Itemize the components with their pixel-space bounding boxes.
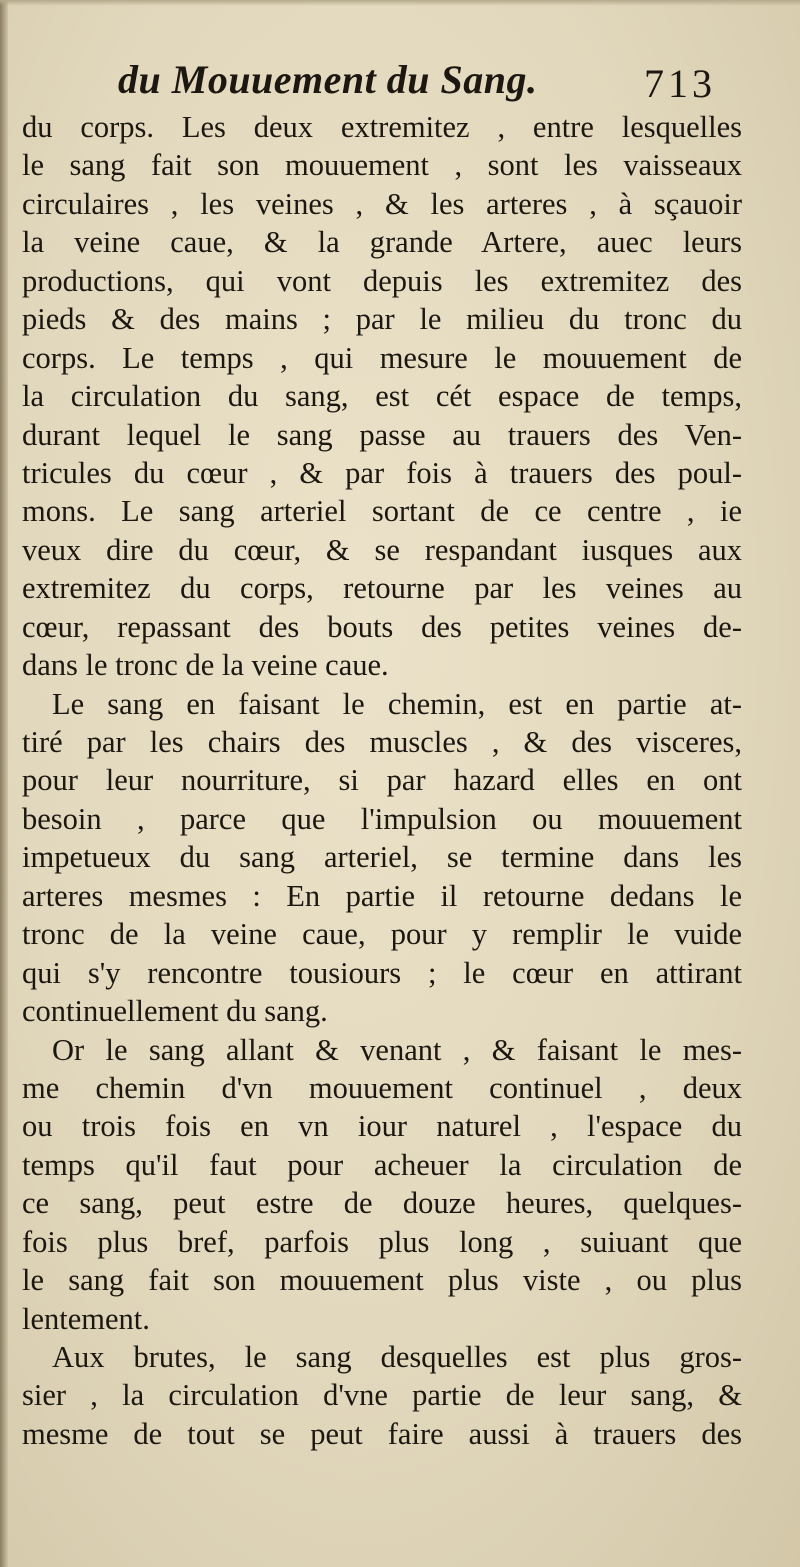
text-line: la veine caue, & la grande Artere, auec leurs [22, 225, 742, 260]
text-line: fois plus bref, parfois plus long , suiuant que [22, 1224, 742, 1259]
text-line: le sang fait son mouuement , sont les vaisseaux [22, 148, 742, 183]
text-line: le sang fait son mouuement plus viste , ou plus [22, 1263, 742, 1298]
text-line: qui s'y rencontre tousiours ; le cœur en attirant [22, 955, 742, 990]
text-line: arteres mesmes : En partie il retourne dedans le [22, 878, 742, 913]
text-line: corps. Le temps , qui mesure le mouuement de [22, 340, 742, 375]
text-line: ce sang, peut estre de douze heures, quelques- [22, 1186, 742, 1221]
text-line: me chemin d'vn mouuement continuel , deux [22, 1070, 742, 1105]
text-line: tronc de la veine caue, pour y remplir le vuide [22, 917, 742, 952]
paragraph-end-line: lentement. [22, 1301, 150, 1336]
running-title: du Mouuement du Sang. [118, 57, 538, 102]
paragraph-end-line: continuellement du sang. [22, 994, 328, 1029]
text-line: mesme de tout se peut faire aussi à trauers des [22, 1416, 742, 1451]
paragraph-first-line: Aux brutes, le sang desquelles est plus gros- [52, 1340, 742, 1374]
paragraph-first-line: Le sang en faisant le chemin, est en partie at- [52, 686, 742, 721]
body-text [22, 108, 742, 1453]
page-binding-edge [0, 0, 8, 1567]
text-line: extremitez du corps, retourne par les veines au [22, 571, 742, 606]
paragraph-end-line: dans le tronc de la veine caue. [22, 648, 389, 683]
text-line: impetueux du sang arteriel, se termine dans les [22, 840, 742, 875]
text-line: du corps. Les deux extremitez , entre lesquelles [22, 110, 742, 144]
text-line: cœur, repassant des bouts des petites veines de- [22, 609, 742, 644]
text-line: durant lequel le sang passe au trauers des Ven- [22, 417, 742, 452]
text-line: besoin , parce que l'impulsion ou mouuement [22, 801, 742, 836]
text-line: la circulation du sang, est cét espace de temps, [22, 379, 742, 414]
page-header [0, 52, 800, 112]
text-line: ou trois fois en vn iour naturel , l'espace du [22, 1109, 742, 1144]
text-line: pieds & des mains ; par le milieu du tronc du [22, 302, 742, 337]
text-line: temps qu'il faut pour acheuer la circulation de [22, 1147, 742, 1182]
page-number: 713 [644, 61, 716, 106]
text-line: veux dire du cœur, & se respandant iusques aux [22, 532, 742, 567]
text-line: productions, qui vont depuis les extremitez des [22, 263, 742, 298]
text-line: tricules du cœur , & par fois à trauers des poul- [22, 455, 742, 490]
text-line: circulaires , les veines , & les arteres , à sçauoir [22, 186, 742, 221]
paragraph-first-line: Or le sang allant & venant , & faisant le mes- [52, 1032, 742, 1067]
text-line: mons. Le sang arteriel sortant de ce centre , ie [22, 494, 742, 529]
page-top-edge [0, 0, 800, 6]
text-line: sier , la circulation d'vne partie de leur sang, & [22, 1378, 742, 1413]
text-line: pour leur nourriture, si par hazard elles en ont [22, 763, 742, 798]
text-line: tiré par les chairs des muscles , & des visceres, [22, 725, 742, 759]
